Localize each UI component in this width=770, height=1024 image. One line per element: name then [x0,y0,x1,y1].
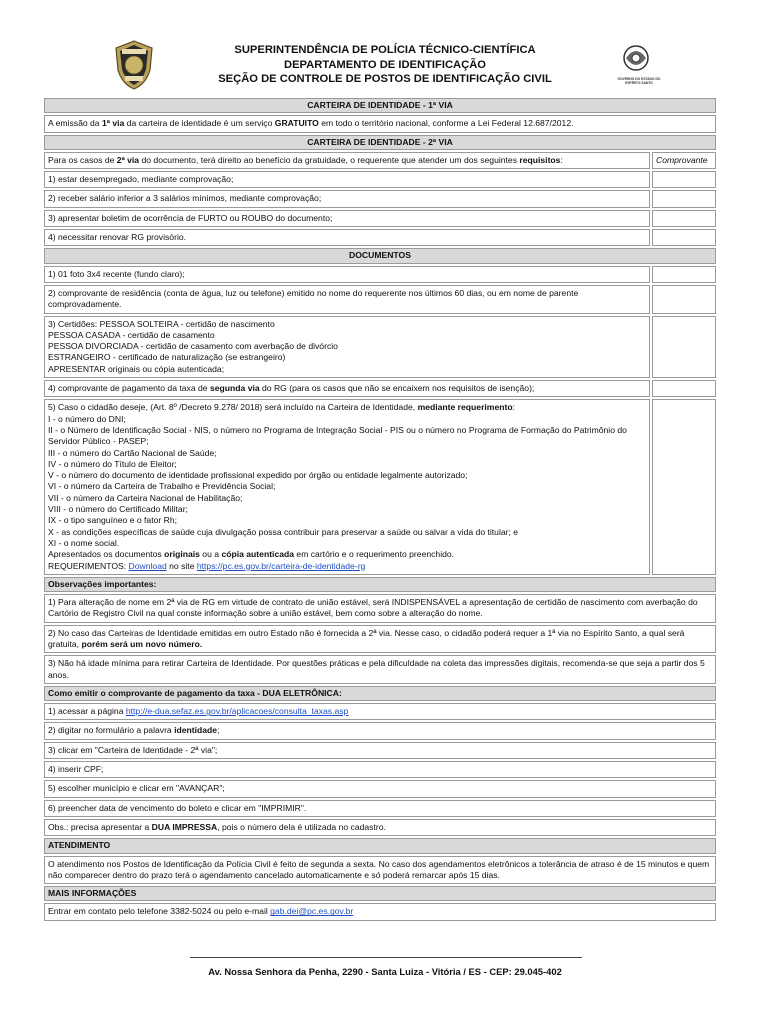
title-secao: SEÇÃO DE CONTROLE DE POSTOS DE IDENTIFICAÇÃO CIVIL [218,73,552,85]
dua-step-5: 5) escolher município e clicar em "AVANÇAR"; [44,780,716,797]
comprovante-box[interactable] [652,190,716,207]
gov-label: GOVERNO DO ESTADO DO ESPÍRITO SANTO [617,77,661,85]
section2-title: CARTEIRA DE IDENTIDADE - 2ª VIA [44,135,716,150]
check-box[interactable] [652,399,716,574]
document-1: 1) 01 foto 3x4 recente (fundo claro); [44,266,650,283]
title-departamento: DEPARTAMENTO DE IDENTIFICAÇÃO [284,58,486,71]
atendimento-title: ATENDIMENTO [44,838,716,853]
check-box[interactable] [652,285,716,314]
check-box[interactable] [652,266,716,283]
documents-title: DOCUMENTOS [44,248,716,263]
requisito-1: 1) estar desempregado, mediante comprovação; [44,171,650,188]
check-box[interactable] [652,380,716,397]
section1-title: CARTEIRA DE IDENTIDADE - 1ª VIA [44,98,716,113]
requerimento-site-link[interactable]: https://pc.es.gov.br/carteira-de-identidade-rg [196,560,366,571]
form-table [42,96,718,923]
footer-divider [190,957,582,958]
dua-link[interactable]: http://e-dua.sefaz.es.gov.br/aplicacoes/consulta_taxas.asp [125,706,349,717]
footer-address: Av. Nossa Senhora da Penha, 2290 - Santa Luiza - Vitória / ES - CEP: 29.045-402 [208,966,562,977]
email-link[interactable]: gab.dei@pc.es.gov.br [270,906,354,917]
header-titles [170,43,600,87]
observation-3: 3) Não há idade mínima para retirar Carteira de Identidade. Por questões práticas e pela dificuldade na coleta das impressões digitais, recomenda-se que seja a partir dos 5 anos. [44,655,716,684]
requisito-2: 2) receber salário inferior a 3 salários mínimos, mediante comprovação; [44,190,650,207]
document-4: 4) comprovante de pagamento da taxa de segunda via do RG (para os casos que não se encaixem nos requisitos de isenção); [44,380,650,397]
requisito-4: 4) necessitar renovar RG provisório. [44,229,650,246]
police-badge-icon [112,40,156,90]
dua-title: Como emitir o comprovante de pagamento da taxa - DUA ELETRÔNICA: [44,686,716,701]
dua-step-2: 2) digitar no formulário a palavra identidade; [44,722,716,739]
dua-obs: Obs.: precisa apresentar a DUA IMPRESSA, pois o número dela é utilizada no cadastro. [44,819,716,836]
dua-step-1: 1) acessar a página http://e-dua.sefaz.es.gov.br/aplicacoes/consulta_taxas.asp [44,703,716,720]
document-5: 5) Caso o cidadão deseje, (Art. 8º /Decreto 9.278/ 2018) será incluído na Carteira de Identidade, mediante requerimento: I - o número do DNI; II - o Número de Identificação Social - NIS, o número no Programa de Integração Social - PIS ou o número no Programa de Formação do Patrimônio do Servidor Público - PASEP; III - o número do Cartão Nacional de Saúde; IV - o número do Título de Eleitor; V - o número do documento de identidade profissional expedido por órgão ou entidade legalmente autorizado; VI - o número da Carteira de Trabalho e Previdência Social; VII - o número da Carteira Nacional de Habilitação; VIII - o número do Certificado Militar; IX - o tipo sanguíneo e o fator Rh; X - as condições específicas de saúde cuja divulgação possa contribuir para preservar a saúde ou salvar a vida do titular; e XI - o nome social. Apresentados os documentos originais ou a cópia autenticada em cartório e o requerimento preenchido. REQUERIMENTOS: Download no site https://pc.es.gov.br/carteira-de-identidade-rg [44,399,650,574]
section2-intro: Para os casos de 2ª via do documento, terá direito ao benefício da gratuidade, o requerente que atender um dos seguintes requisitos: [44,152,650,169]
page-header [0,0,770,96]
check-box[interactable] [652,316,716,378]
comprovante-box[interactable] [652,229,716,246]
download-link[interactable]: Download [128,560,167,571]
dua-step-4: 4) inserir CPF; [44,761,716,778]
comprovante-box[interactable] [652,210,716,227]
title-superintendencia: SUPERINTENDÊNCIA DE POLÍCIA TÉCNICO-CIENTÍFICA [234,44,536,56]
document-3: 3) Certidões: PESSOA SOLTEIRA - certidão de nascimento PESSOA CASADA - certidão de casamento PESSOA DIVORCIADA - certidão de casamento com averbação de divórcio ESTRANGEIRO - certificado de naturalização (se estrangeiro) APRESENTAR originais ou cópia autenticada; [44,316,650,378]
comprovante-box[interactable] [652,171,716,188]
section1-text: A emissão da 1ª via da carteira de identidade é um serviço GRATUITO em todo o território nacional, conforme a Lei Federal 12.687/2012. [44,115,716,132]
dua-step-3: 3) clicar em "Carteira de Identidade - 2ª via"; [44,742,716,759]
requisito-3: 3) apresentar boletim de ocorrência de FURTO ou ROUBO do documento; [44,210,650,227]
dua-step-6: 6) preencher data de vencimento do boleto e clicar em "IMPRIMIR". [44,800,716,817]
info-text: Entrar em contato pelo telefone 3382-5024 ou pelo e-mail gab.dei@pc.es.gov.br [44,903,716,920]
info-title: MAIS INFORMAÇÕES [44,886,716,901]
document-2: 2) comprovante de residência (conta de água, luz ou telefone) emitido no nome do requerente nos últimos 60 dias, ou em nome de parente comprovadamente. [44,285,650,314]
observation-1: 1) Para alteração de nome em 2ª via de RG em virtude de contrato de união estável, será INDISPENSÁVEL a apresentação de certidão de nascimento com averbação do Cartório de Registro Civil na qual conste informação sobre a união estável, bem como sobre a alteração do nome. [44,594,716,623]
observations-title: Observações importantes: [44,577,716,592]
observation-2: 2) No caso das Carteiras de Identidade emitidas em outro Estado não é fornecida a 2ª via. Nesse caso, o cidadão poderá requer a 1ª via no Espírito Santo, a qual será gratuita, porém será um novo número. [44,625,716,654]
atendimento-text: O atendimento nos Postos de Identificação da Polícia Civil é feito de segunda a sexta. No caso dos agendamentos eletrônicos a tolerância de atraso é de 15 minutos e quem não comparecer dentro do prazo terá o agendamento cancelado automaticamente e só poderá remarcar após 15 dias. [44,856,716,885]
comprovante-label: Comprovante [652,152,716,169]
